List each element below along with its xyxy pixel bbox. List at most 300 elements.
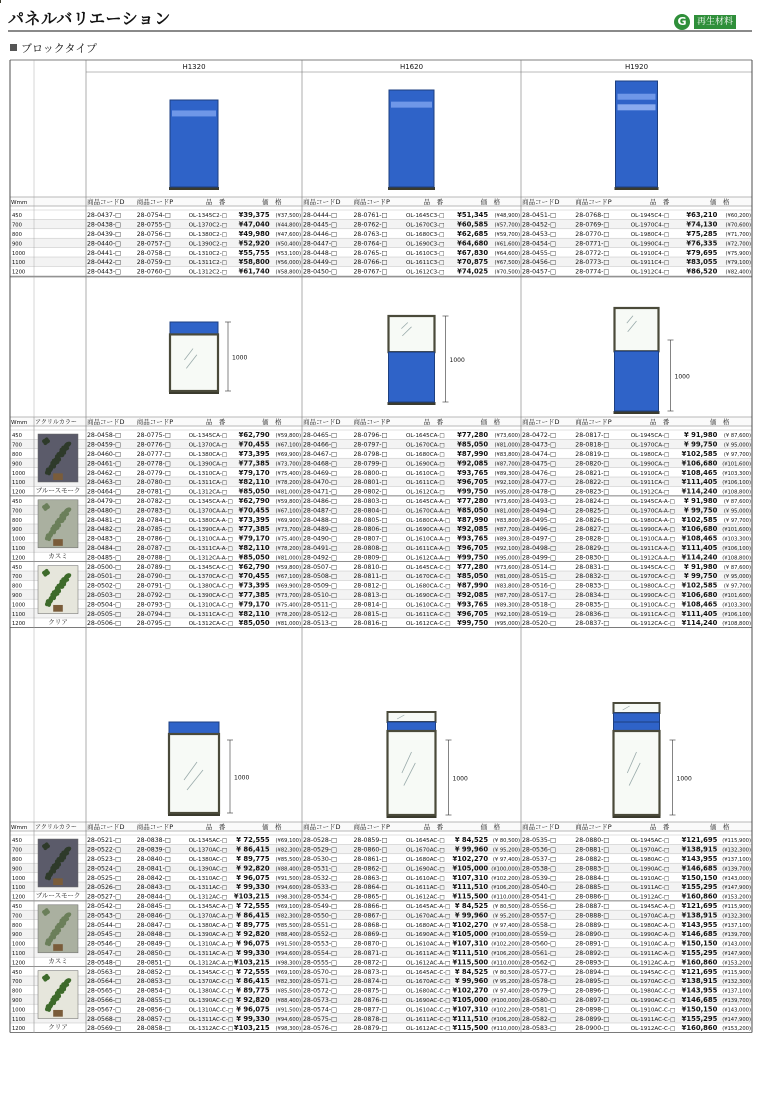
price-excl-tax: (¥106,200) [491,951,520,957]
price-excl-tax: (¥78,200) [275,480,301,487]
product-code-p: 28-0834-□ [575,592,610,599]
product-code-d: 28-0565-□ [87,987,121,995]
part-number: OL-1311AC-C-□ [188,1016,234,1023]
price: ¥103,215 [233,1024,270,1033]
price-excl-tax: (¥102,200) [491,875,520,882]
product-code-d: 28-0467-□ [303,451,337,458]
price: ¥ 89,775 [236,920,270,929]
width-label: 1000 [12,1007,26,1014]
price-excl-tax: (¥100,000) [491,866,520,873]
product-code-p: 28-0854-□ [136,987,171,995]
product-code-d: 28-0563-□ [87,968,121,976]
product-code-p: 28-0755-□ [136,221,171,229]
price: ¥ 92,820 [236,996,270,1004]
product-code-p: 28-0848-□ [136,931,171,939]
price-excl-tax: (¥153,200) [722,960,751,967]
price-excl-tax: (¥102,200) [491,1007,520,1014]
header-code-p: 商品コードP [353,823,390,831]
product-code-d: 28-0544-□ [87,921,121,929]
product-code-p: 28-0859-□ [353,837,388,845]
width-label: 450 [12,213,22,220]
product-code-p: 28-0882-□ [575,856,610,863]
part-number: OL-1390AC-□ [188,866,228,873]
price-excl-tax: (¥81,000) [494,442,520,449]
price: ¥102,270 [452,855,489,863]
price: ¥73,395 [238,581,270,590]
product-code-p: 28-0827-□ [575,526,610,534]
price: ¥143,955 [681,920,718,929]
price: ¥111,405 [681,609,718,618]
width-label: 1100 [12,951,26,957]
price-excl-tax: (¥101,600) [722,461,751,468]
price: ¥155,295 [681,949,718,957]
part-number: OL-1910AC-□ [630,875,670,882]
part-number: OL-1911AC-A-□ [630,951,675,957]
price-excl-tax: (¥103,300) [722,602,751,609]
header-part-number: 品 番 [649,418,670,426]
product-code-p: 28-0768-□ [575,212,610,220]
price-excl-tax: (¥137,100) [722,922,751,929]
height-label: H1620 [399,63,424,71]
product-code-d: 28-0513-□ [303,620,337,628]
width-label: 450 [12,433,22,440]
product-code-d: 28-0490-□ [303,535,337,543]
price-excl-tax: (¥115,900) [722,904,751,910]
part-number: OL-1910CA-C-□ [630,602,676,609]
width-label: 700 [12,442,22,449]
product-code-d: 28-0509-□ [303,582,337,590]
product-code-p: 28-0843-□ [136,884,171,892]
price: ¥ 99,750 [684,572,718,581]
part-number: OL-1980AC-C-□ [630,988,676,995]
product-code-p: 28-0876-□ [353,997,388,1004]
price-excl-tax: (¥108,800) [722,489,751,496]
product-code-p: 28-0776-□ [136,441,171,449]
price-excl-tax: (¥143,000) [722,875,751,882]
product-code-d: 28-0472-□ [522,432,556,440]
acrylic-color-name: ブルースモーク [35,891,81,900]
width-label: 800 [12,517,22,524]
price-excl-tax: (¥71,700) [725,232,751,238]
dimension-label: 1000 [676,775,692,783]
product-code-p: 28-0898-□ [575,1006,610,1014]
width-label: 1200 [12,489,26,496]
part-number: OL-1612AC-C-□ [406,1026,451,1033]
glass-panel [169,734,219,813]
product-code-p: 28-0782-□ [136,498,171,505]
part-number: OL-1612CA-C-□ [406,621,451,628]
price-excl-tax: (¥53,100) [275,250,301,257]
price: ¥ 72,555 [236,836,270,845]
price-excl-tax: (¥106,100) [722,480,751,487]
part-number: OL-1912CA-A-□ [630,555,675,562]
product-code-d: 28-0453-□ [522,231,556,238]
part-number: OL-1311AC-□ [188,885,228,892]
price: ¥143,955 [681,986,718,995]
price-excl-tax: (¥85,500) [275,857,301,863]
product-code-d: 28-0553-□ [303,940,337,948]
price-excl-tax: (¥91,500) [275,1007,301,1014]
price-excl-tax: (¥60,200) [725,213,751,220]
price-excl-tax: (¥100,000) [491,932,520,939]
price: ¥73,395 [238,450,270,458]
product-code-d: 28-0458-□ [87,432,121,440]
header-price: 価 格 [262,418,282,426]
product-code-p: 28-0861-□ [353,856,388,863]
product-code-p: 28-0890-□ [575,931,610,939]
part-number: OL-1345AC-C-□ [188,969,234,976]
product-code-p: 28-0821-□ [575,469,610,477]
part-number: OL-1910CA-□ [630,470,670,477]
part-number: OL-1312AC-A-□ [188,960,233,967]
price-excl-tax: (¥88,400) [275,998,301,1004]
header-part-number: 品 番 [205,198,226,206]
product-code-d: 28-0575-□ [303,1015,337,1023]
price: ¥ 89,775 [236,986,270,995]
price: ¥47,040 [238,220,270,229]
price-excl-tax: (¥98,300) [275,894,301,901]
price-excl-tax: (¥92,100) [494,546,520,552]
price-excl-tax: (¥153,200) [722,894,751,901]
part-number: OL-1312CA-C-□ [188,621,234,628]
width-label: 1200 [12,621,26,628]
price: ¥138,915 [681,845,718,854]
product-code-d: 28-0517-□ [522,592,556,599]
width-label: 1200 [12,269,26,276]
product-code-d: 28-0534-□ [303,893,337,901]
header-price: 価 格 [709,823,730,831]
header-code-p: 商品コードP [353,418,390,426]
product-code-p: 28-0807-□ [353,535,388,543]
price-excl-tax: (¥58,800) [275,269,301,276]
header-code-p: 商品コードP [136,198,174,206]
part-number: OL-1990AC-C-□ [630,998,676,1004]
price-excl-tax: (¥89,300) [494,602,520,609]
product-code-d: 28-0519-□ [522,610,556,618]
price-excl-tax: (¥69,900) [275,452,301,458]
product-code-d: 28-0478-□ [522,488,556,496]
part-number: OL-1610AC-C-□ [406,1007,451,1014]
part-number: OL-1311AC-A-□ [188,951,233,957]
price: ¥82,110 [238,478,270,487]
product-code-p: 28-0756-□ [136,231,171,238]
part-number: OL-1390AC-C-□ [188,998,234,1004]
price: ¥64,680 [457,239,489,248]
product-code-d: 28-0486-□ [303,498,337,505]
product-code-d: 28-0438-□ [87,221,121,229]
product-code-d: 28-0514-□ [522,563,556,571]
acrylic-color-name: カスミ [48,552,68,561]
product-code-d: 28-0496-□ [522,526,556,534]
product-code-d: 28-0449-□ [303,259,337,267]
price: ¥60,585 [457,220,489,229]
product-code-p: 28-0810-□ [353,563,388,571]
price: ¥75,285 [686,230,718,238]
price: ¥92,085 [457,591,489,599]
product-code-d: 28-0510-□ [303,592,337,599]
price: ¥39,375 [238,211,270,220]
product-code-p: 28-0863-□ [353,874,388,882]
price: ¥114,240 [681,487,718,496]
price: ¥ 92,820 [236,864,270,873]
part-number: OL-1380CA-□ [188,452,228,458]
price: ¥76,335 [686,239,718,248]
price-excl-tax: (¥70,600) [725,222,751,229]
product-code-d: 28-0518-□ [522,601,556,609]
product-code-p: 28-0879-□ [353,1025,388,1033]
price-excl-tax: (¥132,300) [722,847,751,854]
product-code-p: 28-0788-□ [136,554,171,562]
price-excl-tax: (¥ 97,400) [492,857,520,863]
part-number: OL-1380AC-C-□ [188,988,234,995]
price: ¥108,465 [681,468,718,477]
part-number: OL-1990AC-A-□ [630,932,675,939]
price: ¥70,455 [238,440,270,449]
product-code-p: 28-0883-□ [575,865,610,873]
price-excl-tax: (¥143,000) [722,1007,751,1014]
product-code-d: 28-0446-□ [303,231,337,238]
price: ¥92,085 [457,525,489,534]
part-number: OL-1990AC-□ [630,866,670,873]
header-code-p: 商品コードP [353,198,390,206]
width-label: 450 [12,969,22,976]
product-code-p: 28-0773-□ [575,259,610,267]
part-number: OL-1690AC-A-□ [406,932,451,939]
product-code-d: 28-0489-□ [303,526,337,534]
price-excl-tax: (¥83,800) [494,583,520,590]
price-excl-tax: (¥59,800) [275,564,301,571]
part-number: OL-1611CA-C-□ [406,611,451,618]
product-code-d: 28-0464-□ [87,488,121,496]
price-excl-tax: (¥ 95,000) [723,442,751,449]
plant-pot [53,473,63,480]
product-code-p: 28-0829-□ [575,545,610,552]
price: ¥111,510 [452,949,489,957]
price-excl-tax: (¥67,500) [494,260,520,267]
price-excl-tax: (¥83,800) [494,452,520,458]
product-code-d: 28-0564-□ [87,978,121,986]
product-code-p: 28-0830-□ [575,554,610,562]
product-code-p: 28-0850-□ [136,950,171,957]
price: ¥85,050 [238,487,270,496]
product-code-d: 28-0523-□ [87,856,121,863]
product-code-d: 28-0547-□ [87,950,121,957]
product-code-p: 28-0860-□ [353,846,388,854]
header-code-p: 商品コードP [575,418,612,426]
header-code-p: 商品コードP [575,823,612,831]
product-code-d: 28-0455-□ [522,249,556,257]
width-label: 700 [12,222,22,229]
product-code-d: 28-0511-□ [303,601,337,609]
width-label: 1100 [12,885,26,892]
product-code-p: 28-0897-□ [575,997,610,1004]
header-code-d: 商品コードD [303,823,341,831]
part-number: OL-1910AC-A-□ [630,941,675,948]
part-number: OL-1945AC-A-□ [630,904,675,910]
price-excl-tax: (¥50,400) [275,241,301,248]
price-excl-tax: (¥81,000) [494,508,520,515]
part-number: OL-1911AC-□ [630,885,670,892]
plant-pot [53,1010,63,1017]
price: ¥ 99,330 [236,883,270,892]
product-code-d: 28-0571-□ [303,978,337,986]
product-code-p: 28-0820-□ [575,460,610,468]
product-code-p: 28-0791-□ [136,582,171,590]
price: ¥115,500 [452,958,489,967]
product-code-d: 28-0499-□ [522,554,556,562]
product-code-d: 28-0536-□ [522,846,556,854]
width-label: 900 [12,593,22,599]
product-code-d: 28-0457-□ [522,268,556,276]
price: ¥111,405 [681,478,718,487]
part-number: OL-1611AC-A-□ [406,951,451,957]
width-label: 900 [12,932,22,939]
product-code-d: 28-0567-□ [87,1006,121,1014]
price-excl-tax: (¥81,000) [275,555,301,562]
product-code-d: 28-0577-□ [522,968,556,976]
product-code-p: 28-0889-□ [575,921,610,929]
product-code-d: 28-0442-□ [87,259,121,267]
product-code-d: 28-0520-□ [522,620,556,628]
product-code-d: 28-0551-□ [303,921,337,929]
header-price: 価 格 [709,198,730,206]
product-code-p: 28-0872-□ [353,959,388,967]
product-code-p: 28-0849-□ [136,940,171,948]
part-number: OL-1911CA-□ [630,480,670,487]
product-code-p: 28-0818-□ [575,441,610,449]
price-excl-tax: (¥132,300) [722,979,751,986]
product-code-d: 28-0549-□ [303,903,337,910]
header-part-number: 品 番 [205,418,226,426]
product-code-d: 28-0475-□ [522,460,556,468]
price: ¥107,310 [452,939,489,948]
part-number: OL-1670AC-C-□ [406,979,451,986]
price: ¥ 84,525 [454,967,489,976]
price: ¥ 84,525 [454,902,489,910]
price-excl-tax: (¥73,600) [494,499,520,505]
blue-panel [614,713,660,722]
part-number: OL-1612CA-A-□ [406,555,451,562]
width-label: 800 [12,988,22,995]
price-excl-tax: (¥82,300) [275,913,301,920]
price-excl-tax: (¥137,100) [722,857,751,863]
part-number: OL-1980AC-□ [630,857,670,863]
price: ¥87,990 [457,581,489,590]
part-number: OL-1980CA-□ [630,452,670,458]
product-code-d: 28-0535-□ [522,837,556,845]
price: ¥70,455 [238,506,270,515]
product-code-d: 28-0522-□ [87,846,121,854]
price: ¥105,000 [452,996,489,1004]
part-number: OL-1310AC-□ [188,875,228,882]
plant-pot [53,878,63,885]
price-excl-tax: (¥59,800) [275,433,301,440]
product-code-d: 28-0454-□ [522,240,556,248]
product-code-d: 28-0471-□ [303,488,337,496]
product-code-p: 28-0804-□ [353,507,388,515]
product-code-p: 28-0759-□ [136,259,171,267]
product-code-p: 28-0754-□ [136,212,171,220]
header-price: 価 格 [480,823,501,831]
price: ¥102,270 [452,986,489,995]
product-code-d: 28-0568-□ [87,1015,121,1023]
width-label: 700 [12,979,22,986]
price-excl-tax: (¥82,300) [275,847,301,854]
price: ¥99,750 [457,553,489,562]
price-excl-tax: (¥91,500) [275,941,301,948]
header-price: 価 格 [480,418,501,426]
product-code-p: 28-0865-□ [353,893,388,901]
product-code-p: 28-0869-□ [353,931,388,939]
price: ¥77,280 [457,431,489,440]
width-label: 1000 [12,941,26,948]
price-excl-tax: (¥106,100) [722,546,751,552]
product-code-p: 28-0874-□ [353,978,388,986]
dimension-label: 1000 [452,775,468,783]
price: ¥61,740 [238,267,270,276]
price-excl-tax: (¥147,900) [722,1016,751,1023]
product-code-p: 28-0812-□ [353,582,388,590]
price-excl-tax: (¥73,700) [275,593,301,599]
product-code-d: 28-0572-□ [303,987,337,995]
blue-panel [614,722,660,731]
product-code-p: 28-0766-□ [353,259,388,267]
price: ¥105,000 [452,864,489,873]
price-excl-tax: (¥106,200) [491,885,520,892]
width-label: 1200 [12,1026,26,1033]
header-code-p: 商品コードP [575,198,612,206]
price-excl-tax: (¥100,000) [491,998,520,1004]
price: ¥115,500 [452,1024,489,1033]
product-code-d: 28-0574-□ [303,1006,337,1014]
price-excl-tax: (¥79,100) [725,260,751,267]
product-code-d: 28-0506-□ [87,620,121,628]
part-number: OL-1390CA-C-□ [188,593,234,599]
product-code-d: 28-0466-□ [303,441,337,449]
price: ¥99,750 [457,619,489,628]
product-code-d: 28-0524-□ [87,865,121,873]
part-number: OL-1645AC-C-□ [406,969,451,976]
price-excl-tax: (¥91,500) [275,875,301,882]
glass-panel [614,703,660,713]
price-excl-tax: (¥44,800) [275,222,301,229]
price-excl-tax: (¥85,500) [275,922,301,929]
price-excl-tax: (¥81,000) [275,621,301,628]
product-code-d: 28-0484-□ [87,545,121,552]
part-number: OL-1611AC-□ [406,885,445,892]
product-code-p: 28-0794-□ [136,610,171,618]
price-excl-tax: (¥69,100) [275,838,301,845]
part-number: OL-1911CA-C-□ [630,611,676,618]
product-code-d: 28-0579-□ [522,987,556,995]
product-code-d: 28-0532-□ [303,874,337,882]
part-number: OL-1970CA-C-□ [630,574,676,581]
part-number: OL-1645CA-C-□ [406,564,451,571]
part-number: OL-1310CA-□ [188,470,228,477]
part-number: OL-1680AC-□ [406,857,445,863]
price: ¥121,695 [681,967,718,976]
part-number: OL-1645CA-A-□ [406,499,451,505]
price: ¥121,695 [681,902,718,910]
product-code-d: 28-0440-□ [87,240,121,248]
glass-panel [389,316,435,352]
product-code-d: 28-0533-□ [303,884,337,892]
green-g-logo-icon: G [674,14,690,30]
product-code-d: 28-0562-□ [522,959,556,967]
product-code-d: 28-0468-□ [303,460,337,468]
product-code-d: 28-0580-□ [522,997,556,1004]
product-code-p: 28-0885-□ [575,884,610,892]
